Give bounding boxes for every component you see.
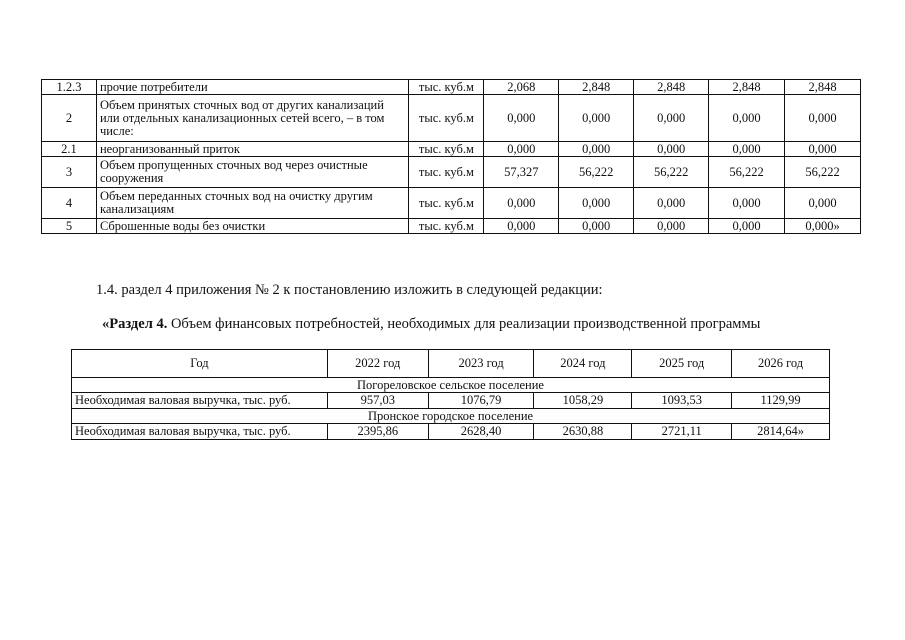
row-value: 0,000» [785,219,861,234]
row-unit: тыс. куб.м [409,80,484,95]
row-number: 1.2.3 [42,80,97,95]
row-value: 2,848 [559,80,634,95]
row-value: 0,000 [709,188,785,219]
paragraph-1-4: 1.4. раздел 4 приложения № 2 к постановлению изложить в следующей редакции: [96,282,603,298]
row-value: 0,000 [785,142,861,157]
row-value: 1058,29 [534,393,632,409]
row-label: Необходимая валовая выручка, тыс. руб. [72,424,328,440]
row-value: 0,000 [709,142,785,157]
row-name: Объем принятых сточных вод от других канализаций или отдельных канализационных сетей всего, – в том числе: [96,95,408,142]
row-value: 56,222 [634,157,709,188]
row-value: 0,000 [785,188,861,219]
table-row [42,157,861,188]
row-value: 56,222 [785,157,861,188]
column-header: 2024 год [534,350,632,378]
row-unit: тыс. куб.м [409,219,484,234]
row-value: 0,000 [484,219,559,234]
section-title: Пронское городское поселение [72,409,830,424]
section-heading [102,316,760,333]
column-header: 2022 год [327,350,428,378]
row-number: 2 [42,95,97,142]
row-name: Объем пропущенных сточных вод через очистные сооружения [96,157,408,188]
row-value: 56,222 [559,157,634,188]
row-value: 0,000 [559,188,634,219]
row-value: 957,03 [327,393,428,409]
row-unit: тыс. куб.м [409,157,484,188]
section-title: Погореловское сельское поселение [72,378,830,393]
row-value: 57,327 [484,157,559,188]
row-value: 2,068 [484,80,559,95]
row-value: 1129,99 [732,393,830,409]
row-name: Объем переданных сточных вод на очистку другим канализациям [96,188,408,219]
column-header: 2026 год [732,350,830,378]
row-value: 2721,11 [632,424,732,440]
row-value: 0,000 [559,142,634,157]
row-value: 2,848 [634,80,709,95]
row-value: 2,848 [785,80,861,95]
section-row [72,378,830,393]
table-row [42,219,861,234]
row-name: Сброшенные воды без очистки [96,219,408,234]
row-value: 1093,53 [632,393,732,409]
row-value: 0,000 [559,95,634,142]
row-value: 0,000 [634,95,709,142]
row-value: 2,848 [709,80,785,95]
row-value: 0,000 [634,188,709,219]
column-header: Год [72,350,328,378]
row-value: 1076,79 [428,393,534,409]
row-name: неорганизованный приток [96,142,408,157]
table-row [42,188,861,219]
wastewater-volume-table [41,79,861,234]
row-value: 0,000 [484,142,559,157]
table-row [42,80,861,95]
row-value: 2628,40 [428,424,534,440]
row-value: 0,000 [785,95,861,142]
row-unit: тыс. куб.м [409,95,484,142]
row-value: 0,000 [709,95,785,142]
table-row [42,142,861,157]
row-value: 56,222 [709,157,785,188]
row-value: 0,000 [484,95,559,142]
row-value: 0,000 [559,219,634,234]
table-row [72,393,830,409]
row-value: 0,000 [634,142,709,157]
section-heading-bold: «Раздел 4. [102,316,168,332]
column-header: 2023 год [428,350,534,378]
table-row [42,95,861,142]
row-label: Необходимая валовая выручка, тыс. руб. [72,393,328,409]
column-header: 2025 год [632,350,732,378]
row-number: 4 [42,188,97,219]
section-row [72,409,830,424]
row-value: 2814,64» [732,424,830,440]
row-number: 5 [42,219,97,234]
table-row [72,424,830,440]
header-row [72,350,830,378]
row-unit: тыс. куб.м [409,142,484,157]
row-number: 2.1 [42,142,97,157]
row-value: 2395,86 [327,424,428,440]
row-value: 0,000 [484,188,559,219]
row-value: 0,000 [634,219,709,234]
section-heading-rest: Объем финансовых потребностей, необходимых для реализации производственной программы [167,316,761,332]
row-number: 3 [42,157,97,188]
row-name: прочие потребители [96,80,408,95]
row-unit: тыс. куб.м [409,188,484,219]
financial-needs-table [71,349,830,440]
row-value: 0,000 [709,219,785,234]
row-value: 2630,88 [534,424,632,440]
